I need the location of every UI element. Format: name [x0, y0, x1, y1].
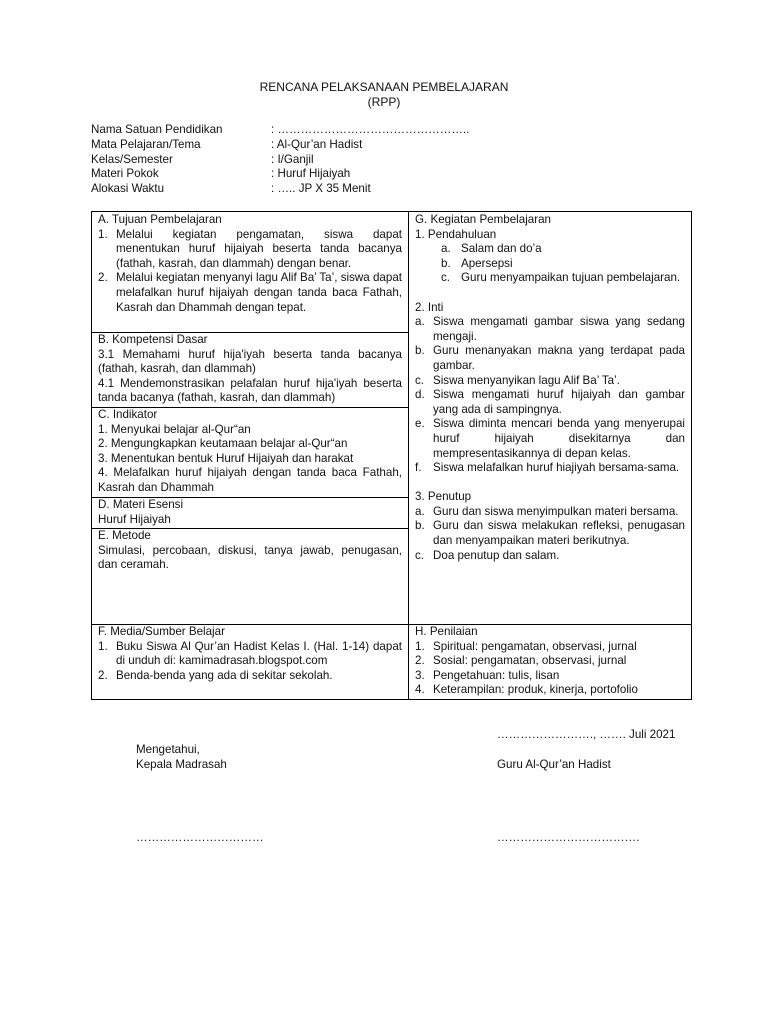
identity-label: Nama Satuan Pendidikan — [91, 123, 223, 136]
item-text: Guru dan siswa melakukan refleksi, penugasan dan menyampaikan materi berikutnya. — [433, 519, 685, 548]
item-text: Guru dan siswa menyimpulkan materi bersama. — [433, 504, 679, 518]
spacer — [415, 476, 685, 491]
item-text: Siswa mengamati gambar siswa yang sedang mengaji. — [433, 315, 685, 343]
kompetensi-point: 3.1 Memahami huruf hija'iyah beserta tanda bacanya (fathah, kasrah, dan dlammah) — [98, 347, 402, 376]
signature-date: ……………………., ……. Juli 2021 — [497, 728, 676, 741]
item-number: a. — [415, 315, 425, 329]
signature-teacher-name: ………………………………. — [497, 831, 640, 844]
item-number: 2. — [415, 654, 425, 668]
penutup-heading: 3. Penutup — [415, 490, 472, 504]
list-item — [98, 669, 402, 684]
item-number: a. — [415, 504, 425, 518]
item-text: Siswa menyanyikan lagu Alif Ba’ Ta’. — [433, 373, 620, 387]
identity-label: Mata Pelajaran/Tema — [91, 137, 201, 151]
signature-teacher-title: Guru Al-Qur’an Hadist — [497, 758, 611, 771]
metode-cell — [92, 528, 408, 624]
rpp-table — [91, 211, 692, 700]
document-subtitle: (RPP) — [367, 95, 401, 109]
media-cell — [92, 624, 408, 699]
materi-heading: D. Materi Esensi — [98, 498, 184, 511]
list-item — [98, 640, 402, 669]
penilaian-heading: H. Penilaian — [415, 625, 478, 638]
list-item — [415, 242, 685, 257]
item-text: Guru menyampaikan tujuan pembelajaran. — [461, 271, 681, 285]
list-item — [415, 549, 685, 564]
indikator-item: 2. Mengungkapkan keutamaan belajar al-Qur“an — [98, 437, 348, 451]
pendahuluan-heading: 1. Pendahuluan — [415, 227, 497, 241]
item-number: b. — [441, 256, 451, 270]
list-item — [415, 315, 685, 344]
item-text: Siswa melafalkan huruf hiajiyah bersama-sama. — [433, 461, 680, 475]
identity-label: Materi Pokok — [91, 167, 159, 181]
list-item — [98, 228, 402, 272]
item-number: 3. — [415, 668, 425, 682]
item-text: Guru menanyakan makna yang terdapat pada gambar. — [433, 344, 685, 372]
identity-value: : ….. JP X 35 Menit — [271, 182, 371, 196]
item-number: c. — [441, 271, 451, 285]
item-text: Siswa diminta mencari benda yang menyerupai huruf hijaiyah disekitarnya dan mempresentasikannya di depan kelas. — [433, 417, 685, 460]
identity-block — [91, 123, 469, 197]
signature-acknowledge: Mengetahui, — [136, 743, 200, 756]
item-text: Spiritual: pengamatan, observasi, jurnal — [433, 639, 637, 653]
penilaian-cell — [409, 624, 691, 699]
item-number: b. — [415, 519, 425, 533]
tujuan-cell — [92, 213, 408, 332]
item-text: Benda-benda yang ada di sekitar sekolah. — [116, 668, 333, 682]
item-number: 1. — [98, 227, 108, 241]
inti-heading: 2. Inti — [415, 300, 444, 314]
indikator-item: 3. Menentukan bentuk Huruf Hijaiyah dan harakat — [98, 451, 354, 465]
list-item — [415, 669, 685, 684]
item-number: c. — [415, 373, 425, 387]
item-text: Siswa mengamati huruf hijaiyah dan gambar yang ada di sampingnya. — [433, 388, 685, 416]
item-text: Salam dan do’a — [461, 242, 542, 256]
metode-heading: E. Metode — [98, 529, 151, 542]
identity-row — [91, 153, 469, 168]
item-number: f. — [415, 461, 422, 475]
item-text: Buku Siswa Al Qur’an Hadist Kelas I. (Hal. 1-14) dapat di unduh di: kamimadrasah.blogspot.com — [116, 639, 402, 668]
document-title: RENCANA PELAKSANAAN PEMBELAJARAN — [259, 80, 509, 94]
identity-value: : Al-Qur’an Hadist — [271, 137, 363, 151]
kompetensi-cell — [92, 332, 408, 407]
indikator-item: 1. Menyukai belajar al-Qur“an — [98, 422, 251, 436]
identity-label: Kelas/Semester — [91, 152, 173, 166]
media-heading: F. Media/Sumber Belajar — [98, 625, 225, 638]
list-item — [415, 257, 685, 272]
indikator-item: 4. Melafalkan huruf hijaiyah dengan tanda baca Fathah, Kasrah dan Dhammah — [98, 466, 402, 494]
signature-principal-title: Kepala Madrasah — [136, 758, 227, 771]
list-item — [415, 640, 685, 655]
identity-row — [91, 138, 469, 153]
item-number: 2. — [98, 668, 108, 682]
identity-row — [91, 182, 469, 197]
item-number: 1. — [98, 639, 108, 653]
list-item — [415, 519, 685, 548]
list-item — [415, 654, 685, 669]
list-item — [415, 461, 685, 476]
identity-row — [91, 167, 469, 182]
right-column — [408, 211, 692, 700]
item-number: a. — [441, 242, 451, 256]
list-item — [98, 271, 402, 315]
materi-cell — [92, 497, 408, 528]
tujuan-heading: A. Tujuan Pembelajaran — [98, 213, 222, 226]
item-text: Sosial: pengamatan, observasi, jurnal — [433, 654, 627, 668]
identity-value: : I/Ganjil — [271, 152, 314, 166]
item-number: d. — [415, 388, 425, 402]
signature-principal-name: …………………………… — [136, 831, 264, 844]
list-item — [415, 374, 685, 389]
item-text: Melalui kegiatan pengamatan, siswa dapat menentukan huruf hijaiyah beserta tanda bacanya (fathah, kasrah, dan dlammah) dengan benar. — [116, 227, 402, 270]
spacer — [415, 286, 685, 301]
item-text: Apersepsi — [461, 256, 513, 270]
metode-text: Simulasi, percobaan, diskusi, tanya jawab, penugasan, dan ceramah. — [98, 543, 402, 572]
identity-label: Alokasi Waktu — [91, 182, 165, 196]
indikator-heading: C. Indikator — [98, 408, 158, 421]
item-number: c. — [415, 548, 425, 562]
kegiatan-heading: G. Kegiatan Pembelajaran — [415, 213, 551, 226]
indikator-cell — [92, 407, 408, 497]
item-text: Doa penutup dan salam. — [433, 548, 560, 562]
item-number: 2. — [98, 271, 108, 285]
identity-value: : ………………………………………….. — [271, 123, 470, 136]
item-number: 1. — [415, 639, 425, 653]
left-column — [91, 211, 409, 700]
kompetensi-point: 4.1 Mendemonstrasikan pelafalan huruf hija'iyah beserta tanda bacanya (fathah, kasrah, dan dlammah) — [98, 376, 402, 405]
item-text: Melalui kegiatan menyanyi lagu Alif Ba’ Ta’, siswa dapat melafalkan huruf hijaiyah dengan tanda baca Fathah, Kasrah dan Dhammah dengan tepat. — [116, 271, 402, 314]
item-number: e. — [415, 417, 425, 431]
item-number: 4. — [415, 683, 425, 697]
identity-row — [91, 123, 469, 138]
kompetensi-heading: B. Kompetensi Dasar — [98, 333, 208, 346]
item-number: b. — [415, 344, 425, 358]
list-item — [415, 271, 685, 286]
kegiatan-cell — [409, 213, 691, 624]
list-item — [415, 505, 685, 520]
materi-text: Huruf Hijaiyah — [98, 512, 171, 526]
identity-value: : Huruf Hijaiyah — [271, 167, 351, 181]
list-item — [415, 683, 685, 698]
list-item — [415, 417, 685, 461]
item-text: Pengetahuan: tulis, lisan — [433, 668, 560, 682]
list-item — [415, 344, 685, 373]
list-item — [415, 388, 685, 417]
item-text: Keterampilan: produk, kinerja, portofolio — [433, 683, 638, 697]
